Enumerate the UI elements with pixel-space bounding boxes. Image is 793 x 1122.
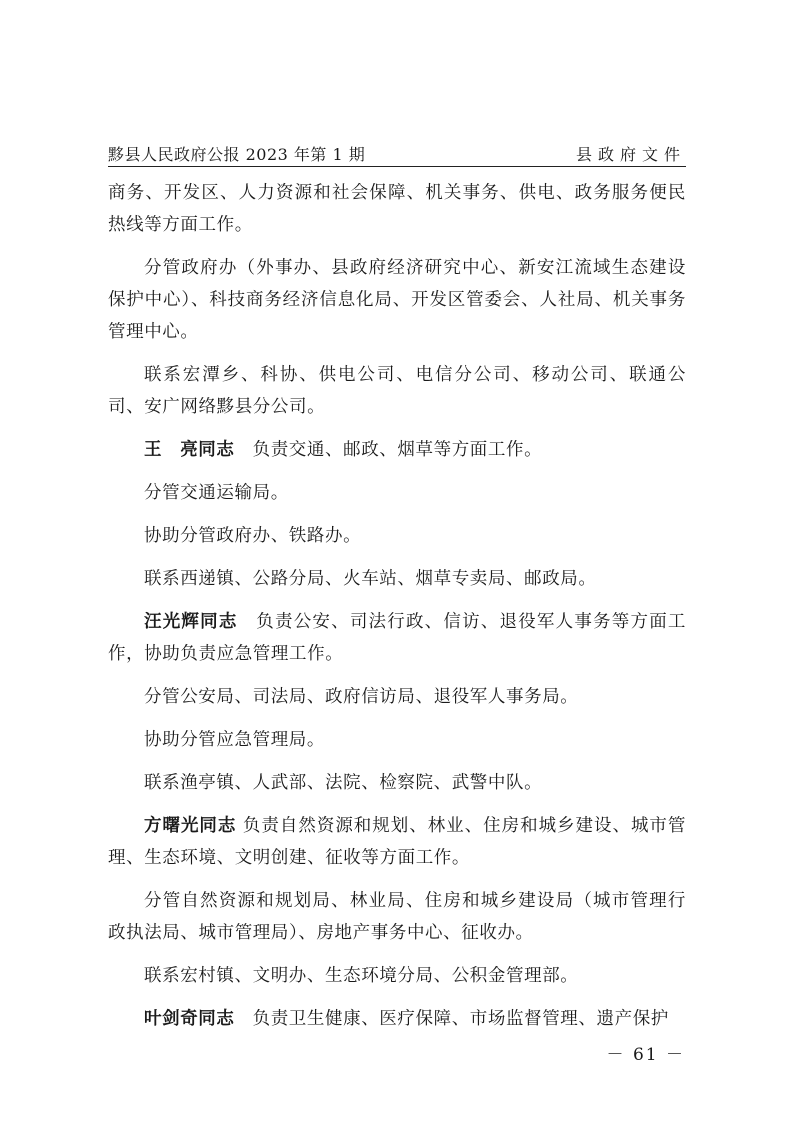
paragraph-text: 分管自然资源和规划局、林业局、住房和城乡建设局（城市管理行政执法局、城市管理局）、房地产事务中心、征收办。 (108, 891, 686, 943)
official-name: 汪光辉同志 (144, 612, 238, 632)
section-title: 县政府文件 (575, 145, 686, 164)
paragraph-text: 分管政府办（外事办、县政府经济研究中心、新安江流域生态建设保护中心）、科技商务经济信息化局、开发区管委会、人社局、机关事务管理中心。 (108, 258, 686, 342)
paragraph-text: 协助分管政府办、铁路办。 (144, 526, 362, 546)
paragraph (108, 477, 686, 509)
bulletin-title: 黟县人民政府公报 2023 年第 1 期 (108, 145, 366, 164)
paragraph-text: 联系西递镇、公路分局、火车站、烟草专卖局、邮政局。 (144, 569, 597, 589)
official-name: 叶剑奇同志 (144, 1009, 235, 1029)
official-name: 方曙光同志 (144, 816, 237, 836)
document-body (108, 177, 686, 1046)
paragraph-text: 联系宏村镇、文明办、生态环境分局、公积金管理部。 (144, 966, 579, 986)
paragraph-text: 联系宏潭乡、科协、供电公司、电信分公司、移动公司、联通公司、安广网络黟县分公司。 (108, 365, 686, 417)
paragraph (108, 359, 686, 423)
paragraph (108, 681, 686, 713)
paragraph (108, 960, 686, 992)
paragraph (108, 767, 686, 799)
paragraph (108, 810, 686, 874)
paragraph-text: 负责公安、司法行政、信访、退役军人事务等方面工作，协助负责应急管理工作。 (108, 612, 687, 664)
page-header (108, 140, 686, 167)
paragraph-text: 负责交通、邮政、烟草等方面工作。 (234, 440, 543, 460)
paragraph (108, 563, 686, 595)
paragraph-text: 分管交通运输局。 (144, 483, 289, 503)
official-name: 王 亮同志 (144, 440, 235, 460)
paragraph (108, 520, 686, 552)
paragraph (108, 252, 686, 348)
paragraph (108, 434, 686, 466)
paragraph-text: 联系渔亭镇、人武部、法院、检察院、武警中队。 (144, 773, 543, 793)
paragraph (108, 1003, 686, 1035)
page-number: － 61 － (606, 1045, 685, 1065)
paragraph-text: 商务、开发区、人力资源和社会保障、机关事务、供电、政务服务便民热线等方面工作。 (108, 183, 686, 235)
paragraph (108, 885, 686, 949)
paragraph (108, 606, 686, 670)
paragraph-text: 负责自然资源和规划、林业、住房和城乡建设、城市管理、生态环境、文明创建、征收等方面工作。 (108, 816, 687, 868)
paragraph-text: 协助分管应急管理局。 (144, 730, 325, 750)
paragraph (108, 177, 686, 241)
paragraph-text: 分管公安局、司法局、政府信访局、退役军人事务局。 (144, 687, 579, 707)
paragraph (108, 724, 686, 756)
paragraph-text: 负责卫生健康、医疗保障、市场监督管理、遗产保护 (234, 1009, 669, 1029)
